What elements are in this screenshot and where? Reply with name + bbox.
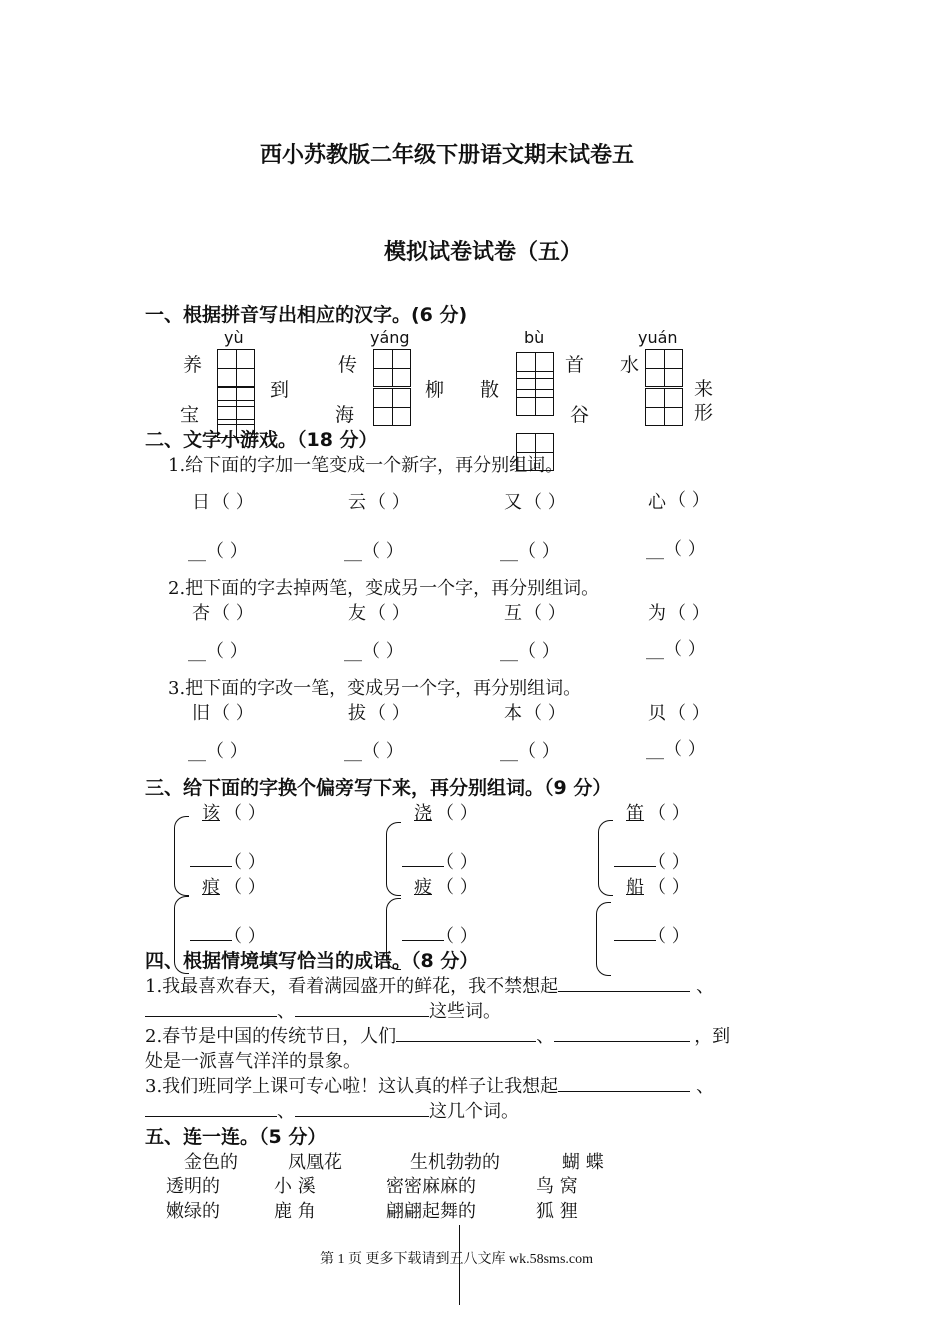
blank-answer[interactable]: __（ ） (344, 741, 404, 762)
answer-blank[interactable] (145, 998, 277, 1017)
match-item[interactable]: 金色的 (184, 1152, 238, 1173)
char-bao: 宝 (180, 404, 200, 426)
q1-instruction: 1.给下面的字加一笔变成一个新字，再分别组词。 (168, 455, 564, 476)
answer-paren[interactable]: （ ） (436, 803, 478, 824)
q1-char: 心 (648, 492, 666, 513)
answer-paren[interactable]: （ ） (668, 490, 710, 511)
curly-brace (596, 902, 611, 976)
s4-q2-continued: 处是一派喜气洋洋的景象。 (145, 1051, 361, 1072)
blank-answer[interactable]: __（ ） (646, 539, 706, 560)
char-chuan: 传 (338, 354, 358, 376)
page-footer: 第 1 页 更多下载请到五八文库 wk.58sms.com (320, 1252, 593, 1267)
blank-answer[interactable]: __（ ） (344, 541, 404, 562)
char-lai: 来 (694, 378, 714, 400)
answer-paren[interactable]: （ ） (224, 803, 266, 824)
answer-paren[interactable]: （ ） (436, 877, 478, 898)
char-san: 散 (480, 379, 500, 401)
match-item[interactable]: 鸟 窝 (536, 1176, 578, 1197)
match-item[interactable]: 生机勃勃的 (410, 1152, 500, 1173)
section5-heading: 五、连一连。（5 分） (145, 1126, 327, 1148)
answer-paren[interactable]: （ ） (224, 926, 266, 947)
comma: 、 (536, 1026, 555, 1047)
match-item[interactable]: 翩翩起舞的 (386, 1201, 476, 1222)
tianzige-box[interactable] (645, 388, 683, 426)
section2-heading: 二、文字小游戏。（18 分） (145, 429, 378, 451)
s4-q2-text: 2.春节是中国的传统节日，人们 (145, 1026, 397, 1047)
s4-q3-text: 3.我们班同学上课可专心啦！这认真的样子让我想起 (145, 1076, 559, 1097)
answer-paren[interactable]: （ ） (648, 926, 690, 947)
section4-heading: 四、根据情境填写恰当的成语。（8 分） (145, 950, 479, 972)
answer-blank[interactable] (295, 1098, 429, 1117)
char-shou: 首 (565, 354, 585, 376)
blank-answer[interactable]: __（ ） (646, 639, 706, 660)
match-item[interactable]: 蝴 蝶 (562, 1152, 604, 1173)
answer-paren[interactable]: （ ） (524, 703, 566, 724)
curly-brace (598, 820, 613, 896)
q2-char: 杏 (192, 603, 210, 624)
comma: 、 (277, 1001, 295, 1022)
answer-paren[interactable]: （ ） (212, 492, 254, 513)
q3-char: 本 (504, 703, 522, 724)
s4-line1b (145, 997, 501, 1023)
curly-brace (386, 822, 401, 896)
q2-char: 为 (648, 603, 666, 624)
section1-heading: 一、根据拼音写出相应的汉字。(6 分) (145, 304, 468, 326)
match-item[interactable]: 嫩绿的 (166, 1201, 220, 1222)
s3-char: 疲 (414, 877, 432, 898)
q1-char: 云 (348, 492, 366, 513)
pinyin-bu: bù (524, 328, 545, 347)
blank-answer[interactable]: __（ ） (188, 741, 248, 762)
answer-paren[interactable]: （ ） (648, 877, 690, 898)
s4-line3 (145, 1072, 714, 1098)
char-liu: 柳 (425, 379, 445, 401)
tianzige-box[interactable] (217, 349, 255, 387)
s4-line3b (145, 1097, 519, 1123)
match-item[interactable]: 鹿 角 (274, 1201, 316, 1222)
answer-paren[interactable]: （ ） (224, 877, 266, 898)
s4-line1 (145, 972, 714, 998)
s4-q3-end: 这几个词。 (429, 1101, 519, 1122)
s3-char: 船 (626, 877, 644, 898)
answer-paren[interactable]: （ ） (368, 703, 410, 724)
q2-char: 互 (504, 603, 522, 624)
answer-paren[interactable]: （ ） (212, 603, 254, 624)
q1-char: 日 (192, 492, 210, 513)
pinyin-yang: yáng (370, 328, 410, 347)
answer-blank[interactable] (396, 1023, 536, 1042)
answer-blank[interactable] (145, 1098, 277, 1117)
char-gu: 谷 (570, 404, 590, 426)
comma: 、 (277, 1101, 295, 1122)
s3-char: 笛 (626, 803, 644, 824)
s4-line2 (145, 1022, 730, 1048)
s3-char: 该 (202, 803, 220, 824)
s4-q1-end: 这些词。 (429, 1001, 501, 1022)
s4-q2-mid: ，到 (694, 1026, 731, 1047)
answer-paren[interactable]: （ ） (436, 926, 478, 947)
s3-char: 浇 (414, 803, 432, 824)
q3-char: 旧 (192, 703, 210, 724)
q2-char: 友 (348, 603, 366, 624)
curly-brace (174, 816, 189, 896)
char-shui: 水 (620, 354, 640, 376)
answer-paren[interactable]: （ ） (524, 492, 566, 513)
answer-paren[interactable]: （ ） (648, 803, 690, 824)
answer-paren[interactable]: （ ） (224, 852, 266, 873)
answer-paren[interactable]: （ ） (436, 852, 478, 873)
match-item[interactable]: 凤凰花 (288, 1152, 342, 1173)
match-item[interactable]: 透明的 (166, 1176, 220, 1197)
answer-paren[interactable]: （ ） (212, 703, 254, 724)
answer-blank[interactable] (554, 1023, 690, 1042)
page-subtitle: 模拟试卷试卷（五） (384, 240, 583, 265)
blank-answer[interactable]: __（ ） (344, 641, 404, 662)
blank-answer[interactable]: __（ ） (500, 641, 560, 662)
q3-char: 贝 (648, 703, 666, 724)
tianzige-box[interactable] (645, 349, 683, 387)
q3-char: 拔 (348, 703, 366, 724)
answer-paren[interactable]: （ ） (648, 852, 690, 873)
q3-instruction: 3.把下面的字改一笔，变成另一个字，再分别组词。 (168, 678, 582, 699)
tianzige-box[interactable] (373, 349, 411, 387)
char-dao: 到 (270, 379, 290, 401)
pinyin-yuan: yuán (638, 328, 678, 347)
blank-answer[interactable]: __（ ） (500, 741, 560, 762)
answer-blank[interactable] (558, 1073, 690, 1092)
blank-answer[interactable]: __（ ） (188, 641, 248, 662)
section3-heading: 三、给下面的字换个偏旁写下来，再分别组词。（9 分） (145, 777, 612, 799)
answer-blank[interactable] (295, 998, 429, 1017)
q1-char: 又 (504, 492, 522, 513)
answer-paren[interactable]: （ ） (668, 603, 710, 624)
pinyin-yu: yù (224, 328, 244, 347)
tianzige-box[interactable] (516, 378, 554, 416)
s3-char: 痕 (202, 877, 220, 898)
answer-blank[interactable] (558, 973, 690, 992)
char-yang: 养 (183, 354, 203, 376)
q2-instruction: 2.把下面的字去掉两笔，变成另一个字，再分别组词。 (168, 578, 600, 599)
blank-answer[interactable]: __（ ） (500, 541, 560, 562)
s4-q1-text: 1.我最喜欢春天，看着满园盛开的鲜花，我不禁想起 (145, 976, 559, 997)
match-item[interactable]: 密密麻麻的 (386, 1176, 476, 1197)
page-title: 西小苏教版二年级下册语文期末试卷五 (260, 143, 635, 168)
char-xing: 形 (694, 402, 714, 424)
answer-paren[interactable]: （ ） (368, 492, 410, 513)
match-item[interactable]: 狐 狸 (536, 1201, 578, 1222)
comma: 、 (696, 1076, 715, 1097)
blank-answer[interactable]: __（ ） (646, 739, 706, 760)
tianzige-box[interactable] (373, 388, 411, 426)
comma: 、 (696, 976, 715, 997)
blank-answer[interactable]: __（ ） (188, 541, 248, 562)
char-hai: 海 (335, 404, 355, 426)
answer-paren[interactable]: （ ） (524, 603, 566, 624)
match-item[interactable]: 小 溪 (274, 1176, 316, 1197)
answer-paren[interactable]: （ ） (368, 603, 410, 624)
answer-paren[interactable]: （ ） (668, 703, 710, 724)
